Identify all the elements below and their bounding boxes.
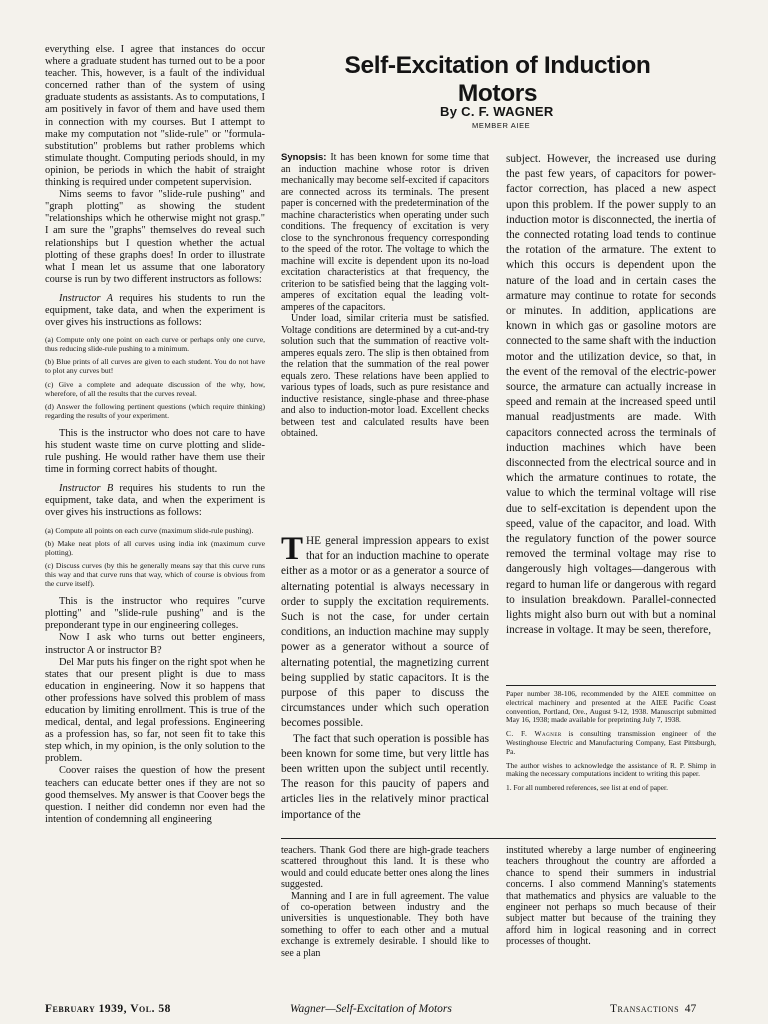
list-item: (a) Compute only one point on each curve or perhaps only one curve, thus reducing slide-rule pushing to a minimum.: [45, 335, 265, 354]
left-paragraph-3: Instructor A requires his students to run the equipment, take data, and when the experiment is over gives his instructions as follows:: [45, 292, 265, 329]
bottom-mid-paragraph-1: teachers. Thank God there are high-grade teachers scattered throughout this land. It is these who would and could educate better ones along the lines suggested.: [281, 845, 489, 891]
left-column: [45, 44, 265, 826]
left-paragraph-7: Now I ask who turns out better engineers, instructor A or instructor B?: [45, 632, 265, 656]
list-item: (b) Make neat plots of all curves using india ink (maximum curve plotting).: [45, 538, 265, 557]
footer-issue: February 1939, Vol. 58: [45, 1003, 171, 1015]
list-item: (c) Give a complete and adequate discussion of the why, how, wherefore, of all the results that the curves reveal.: [45, 379, 265, 398]
list-item: (b) Blue prints of all curves are given to each student. You do not have to plot any curves but!: [45, 357, 265, 376]
instructor-a-list: [45, 335, 265, 420]
right-column: [506, 152, 716, 639]
left-paragraph-9: Coover raises the question of how the present teachers can educate better ones if they are not so good themselves. My answer is that Coover begs the question. I neither did condemn nor even had the intention of condemning all engineering: [45, 765, 265, 825]
footnotes: [506, 690, 716, 798]
left-paragraph-8: Del Mar puts his finger on the right spot when he states that our present plight is due to mass education in engineering. Now it so happens that other professions have solved this problem of mass education by limiting enrollment. This is true of the medical, dental, and legal professions. Engineering as a profession has, so far, not seen fit to take this step which, in my opinion, is the only solution to the problem.: [45, 656, 265, 765]
article-title: Self-Excitation of Induction Motors: [344, 52, 651, 107]
synopsis-paragraph-2: Under load, similar criteria must be satisfied. Voltage conditions are determined by a cut-and-try solution such that the summation of reactive volt-amperes equals zero. The slip is then obtained from the relation that the summation of the real power equals zero. These relations have been applied to various types of loads, such as pure resistance and inductive resistance, single-phase and three-phase and also to induction-motor load. Excellent checks between test and calculated results have been obtained.: [281, 313, 489, 439]
list-item: (d) Answer the following pertinent questions (which require thinking) regarding the results of your experiment.: [45, 401, 265, 420]
bottom-middle-column: [281, 845, 489, 959]
author-affiliation: MEMBER AIEE: [472, 121, 531, 130]
synopsis-label: Synopsis:: [281, 152, 327, 163]
left-paragraph-5: Instructor B requires his students to run the equipment, take data, and when the experiment is over gives his instructions as follows:: [45, 483, 265, 519]
footer-journal: [610, 1003, 696, 1015]
intro-paragraph-2: The fact that such operation is possible has been known for some time, but very little has been written upon the subject until recently. The reason for this paucity of papers and articles lies in the relatively minor practical importance of the: [281, 732, 489, 821]
instructor-a-label: Instructor A: [59, 292, 114, 304]
left-paragraph-4: This is the instructor who does not care to have his student waste time on curve plotting and slide-rule pushing. He would rather have them use their time in forming correct habits of thought.: [45, 427, 265, 476]
right-paragraph-1: subject. However, the increased use during the past few years, of capacitors for power-factor correction, has placed a new aspect upon this problem. If the power supply to an induction motor is disconnected, the inertia of the connected rotating load tends to continue the rotation of the armature. The extent to which this occurs is dependent upon the nature of the load and in certain cases the armature may continue to rotate for seconds or minutes. In addition, applications are known in which gas or gasoline motors are connected to the same shaft with the induction motor and the utilization device, so that, in the event of the removal of the electric-power source, the armature can actually increase in speed and remain at the increased speed until manual readjustments are made. With capacitors connected across the terminals of induction machines which have been disconnected from the electrical source and in which the armature continues to rotate, the value to which the terminal voltage will rise due to self-excitation is dependent upon the speed, value of the capacitor, and load. With the regulatory function of the power source removed the terminal voltage may rise to dangerously high voltages—dangerous with regard to human life or dangerous with regard to insulation breakdown. Parallel-connected lights might also burn out with but a nominal increase in voltage. It may be seen, therefore,: [506, 153, 716, 637]
synopsis-paragraph-1: Synopsis: It has been known for some time that an induction machine whose rotor is driven mechanically may become self-excited if capacitors are connected across its terminals. The present paper is concerned with the predetermination of the machine characteristics when operating under such conditions. The frequency of excitation is very close to the synchronous frequency corresponding to the speed of the rotor. The voltage to which the machine will excite is dependent upon its no-load excitation characteristics at that frequency, the criterion to be satisfied being that the lagging volt-amperes of excitation equal the leading volt-amperes of the capacitors.: [281, 152, 489, 313]
bottom-right-column: [506, 845, 716, 948]
left-paragraph-6: This is the instructor who requires "curve plotting" and "slide-rule pushing" and is the preponderant type in our engineering colleges.: [45, 596, 265, 632]
footnote-acknowledgement: The author wishes to acknowledge the assistance of R. P. Shimp in making the necessary computations incident to writing this paper.: [506, 760, 716, 779]
list-item: (c) Discuss curves (by this he generally means say that this curve runs this way and that curve runs that way, which of course is obvious from the curve itself).: [45, 560, 265, 589]
author-name: By C. F. WAGNER: [440, 104, 554, 119]
bottom-mid-paragraph-2: Manning and I are in full agreement. The value of co-operation between industry and the universities is unquestionable. They both have something to offer to each other and a mutual exchange is extremely desirable. I should like to see a plan: [281, 890, 489, 959]
page-number: 47: [684, 1003, 697, 1015]
bottom-right-paragraph-1: instituted whereby a large number of engineering teachers throughout the country are afforded a chance to spend their summers in industrial concerns. I also commend Manning's statements that mathematics and physics are valuable to the engineer not perhaps so much because of their subject matter but because of the training they afford him in logical reasoning and in correct processes of thought.: [506, 845, 716, 948]
left-paragraph-2: Nims seems to favor "slide-rule pushing" and "graph plotting" as showing the student "relationships which he otherwise might not grasp." I am sure the "graphs" themselves do reveal such relationships but I question whether the actual plotting of these graphs does! In order to illustrate what I mean let us assume that one laboratory course is run by two different instructors as follows:: [45, 189, 265, 285]
introduction: [281, 534, 489, 823]
synopsis: [281, 152, 489, 440]
footnote-author: C. F. Wagner is consulting transmission engineer of the Westinghouse Electric and Manufacturing Company, East Pittsburgh, Pa.: [506, 729, 716, 756]
footer-journal-name: Transactions: [610, 1003, 680, 1015]
instructor-b-label: Instructor B: [59, 483, 114, 495]
intro-paragraph-1: THE general impression appears to exist that for an induction machine to operate either as a motor or as a generator a source of alternating potential is always necessary in order to supply the excitation requirements. Such is not the case, for under certain conditions, an induction machine may supply power as a generator without a source of alternating potential, the magnetizing current being supplied by static capacitors. It is the purpose of this paper to discuss the circumstances under which such operation becomes possible.: [281, 534, 489, 730]
instructor-b-list: [45, 526, 265, 589]
notes-divider: [506, 685, 716, 686]
list-item: (a) Compute all points on each curve (maximum slide-rule pushing).: [45, 525, 254, 535]
footer-running-title: Wagner—Self-Excitation of Motors: [290, 1003, 452, 1015]
footnote-references: 1. For all numbered references, see list at end of paper.: [506, 783, 668, 793]
left-paragraph-1: everything else. I agree that instances do occur where a graduate student has turned out to be a poor teacher. This, however, is a fault of the individual concerned rather than of the system of using graduate students as assistants. As to computations, I am positively in favor of them and have used them in connection with my courses. But I attempt to make my computation not "slide-rule" or "formula-substitution" problems but rather problems which stimulate thought. Computing periods should, in my opinion, be periods in which the habit of straight thinking is required under competent supervision.: [45, 44, 265, 189]
footnote-paper-number: Paper number 38-106, recommended by the AIEE committee on electrical machinery and presented at the AIEE Pacific Coast convention, Portland, Ore., August 9-12, 1938. Manuscript submitted May 16, 1938; made available for preprinting July 7, 1938.: [506, 690, 716, 725]
section-divider: [281, 838, 716, 839]
drop-cap: T: [281, 534, 304, 567]
